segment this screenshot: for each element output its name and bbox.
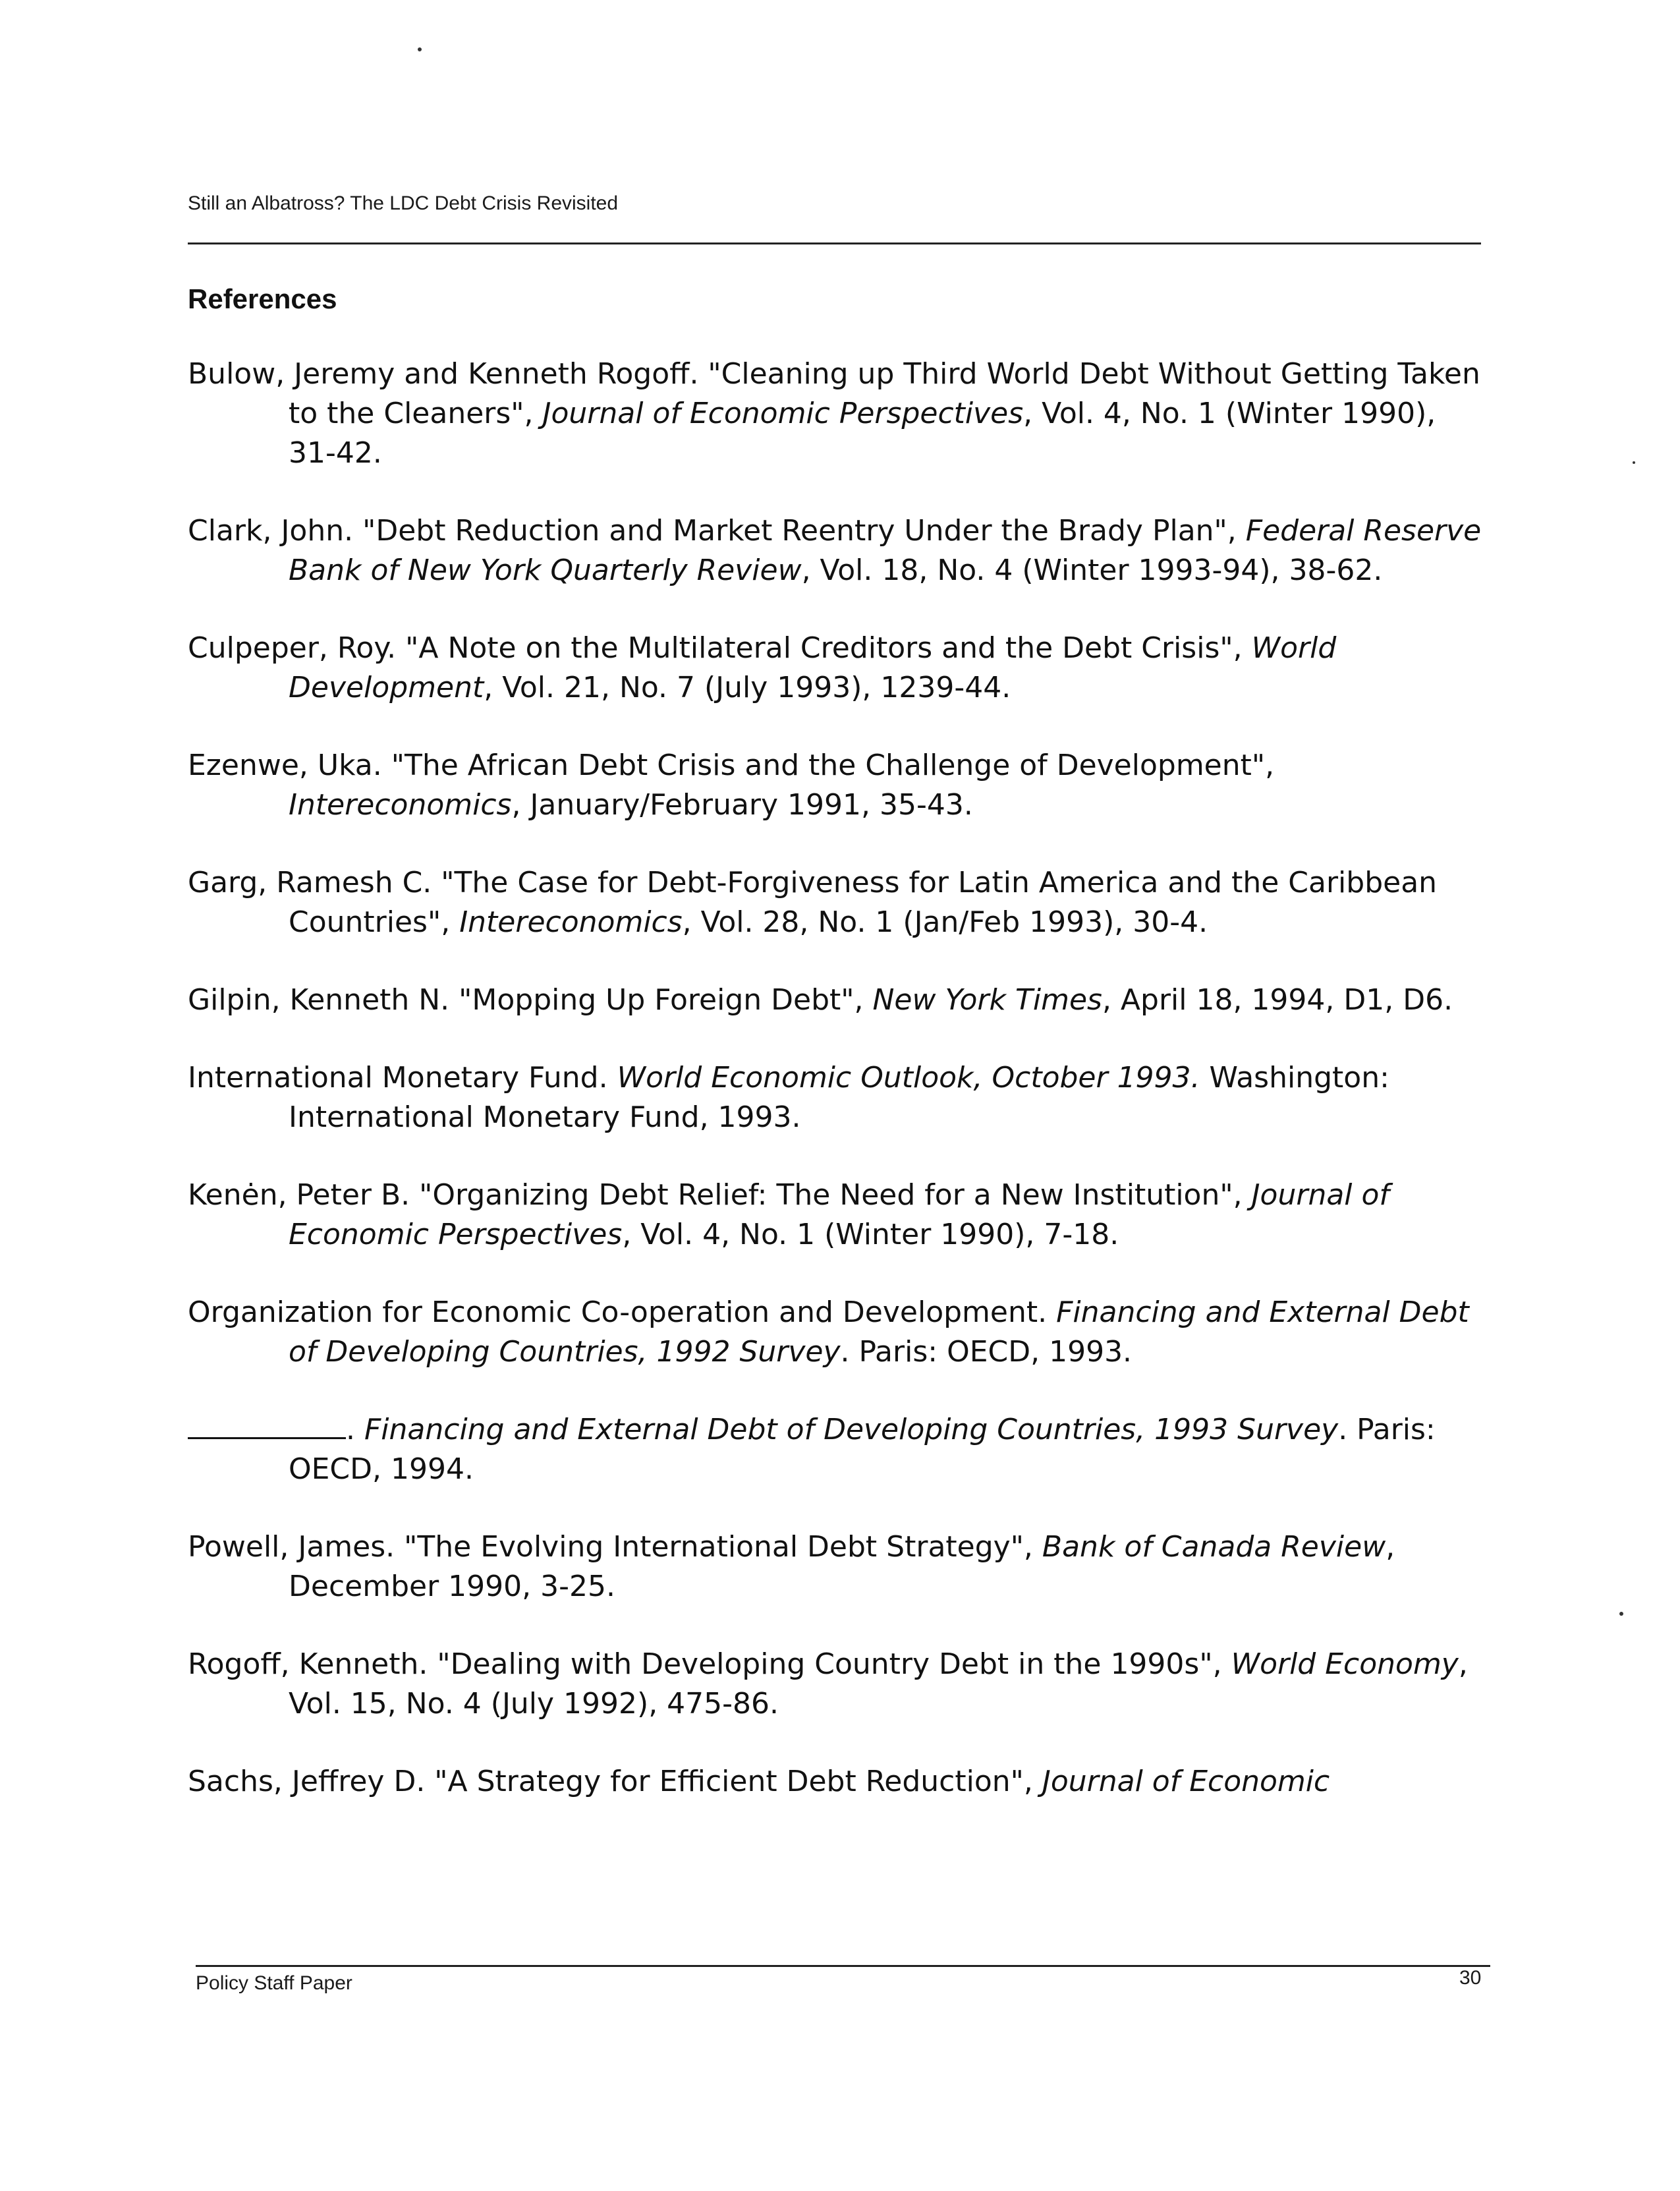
- reference-entry: [188, 746, 1489, 825]
- reference-source: New York Times: [872, 983, 1102, 1017]
- reference-lead: Organization for Economic Co-operation and Development.: [188, 1295, 1057, 1329]
- reference-tail: , Vol. 4, No. 1 (Winter 1990), 7-18.: [622, 1218, 1119, 1251]
- reference-list: [188, 355, 1489, 1840]
- reference-lead: Ezenwe, Uka. "The African Debt Crisis and the Challenge of Development",: [188, 749, 1275, 782]
- reference-source: World Economic Outlook, October 1993.: [617, 1061, 1200, 1095]
- scan-speck: [418, 47, 422, 51]
- running-header: Still an Albatross? The LDC Debt Crisis Revisited: [188, 192, 619, 214]
- reference-entry: [188, 629, 1489, 708]
- section-title: References: [188, 283, 337, 314]
- reference-source: Journal of Economic: [1042, 1765, 1330, 1798]
- reference-tail: , January/February 1991, 35-43.: [511, 788, 973, 822]
- reference-entry: [188, 1410, 1489, 1489]
- reference-lead: Kenėn, Peter B. "Organizing Debt Relief: The Need for a New Institution",: [188, 1178, 1252, 1212]
- reference-entry: [188, 1762, 1489, 1802]
- header-rule: [188, 242, 1481, 244]
- reference-tail: , Vol. 21, No. 7 (July 1993), 1239-44.: [484, 671, 1011, 704]
- reference-tail: . Paris: OECD, 1994.: [289, 1413, 1436, 1486]
- reference-source: Intereconomics: [289, 788, 512, 822]
- reference-tail: , April 18, 1994, D1, D6.: [1102, 983, 1453, 1017]
- scan-speck: [1633, 461, 1635, 464]
- reference-tail: , Vol. 18, No. 4 (Winter 1993-94), 38-62.: [801, 554, 1383, 587]
- reference-lead: Culpeper, Roy. "A Note on the Multilateral Creditors and the Debt Crisis",: [188, 631, 1252, 665]
- footer-rule: [196, 1965, 1490, 1967]
- reference-entry: [188, 1293, 1489, 1372]
- reference-source: Journal of Economic Perspectives: [542, 397, 1024, 430]
- scan-speck: [1619, 1612, 1623, 1616]
- reference-lead: Gilpin, Kenneth N. "Mopping Up Foreign Debt",: [188, 983, 873, 1017]
- reference-entry: [188, 981, 1489, 1020]
- reference-source: World Development: [289, 631, 1337, 704]
- reference-entry: [188, 863, 1489, 942]
- reference-entry: [188, 1058, 1489, 1137]
- reference-tail: Washington: International Monetary Fund, 1993.: [289, 1061, 1389, 1134]
- reference-entry: [188, 511, 1489, 590]
- reference-entry: [188, 1176, 1489, 1255]
- reference-entry: [188, 355, 1489, 473]
- ditto-mark: .: [346, 1413, 364, 1446]
- reference-source: Financing and External Debt of Developing Countries, 1992 Survey: [289, 1295, 1469, 1369]
- reference-tail: , December 1990, 3-25.: [289, 1530, 1395, 1603]
- reference-lead: Garg, Ramesh C. "The Case for Debt-Forgiveness for Latin America and the Caribbean Countries",: [188, 866, 1438, 939]
- footer-label: Policy Staff Paper: [196, 1972, 352, 1994]
- reference-lead: Rogoff, Kenneth. "Dealing with Developing Country Debt in the 1990s",: [188, 1647, 1231, 1681]
- reference-lead: Powell, James. "The Evolving International Debt Strategy",: [188, 1530, 1042, 1564]
- ditto-rule: [188, 1411, 346, 1439]
- reference-tail: , Vol. 28, No. 1 (Jan/Feb 1993), 30-4.: [682, 905, 1208, 939]
- reference-source: Intereconomics: [459, 905, 683, 939]
- reference-source: Bank of Canada Review: [1042, 1530, 1386, 1564]
- reference-entry: [188, 1527, 1489, 1607]
- reference-tail: , Vol. 15, No. 4 (July 1992), 475-86.: [289, 1647, 1468, 1721]
- reference-source: World Economy: [1231, 1647, 1459, 1681]
- reference-entry: [188, 1645, 1489, 1724]
- reference-tail: . Paris: OECD, 1993.: [840, 1335, 1133, 1369]
- reference-source: Federal Reserve Bank of New York Quarterly Review: [289, 514, 1482, 587]
- reference-source: Journal of Economic Perspectives: [289, 1178, 1389, 1251]
- reference-lead: Clark, John. "Debt Reduction and Market Reentry Under the Brady Plan",: [188, 514, 1246, 548]
- reference-tail: , Vol. 4, No. 1 (Winter 1990), 31-42.: [289, 397, 1436, 470]
- reference-lead: International Monetary Fund.: [188, 1061, 617, 1095]
- reference-source: Financing and External Debt of Developing Countries, 1993 Survey: [364, 1413, 1339, 1446]
- reference-lead: Sachs, Jeffrey D. "A Strategy for Efficient Debt Reduction",: [188, 1765, 1042, 1798]
- page-number: 30: [1459, 1967, 1482, 1989]
- reference-lead: Bulow, Jeremy and Kenneth Rogoff. "Cleaning up Third World Debt Without Getting Taken to the Cleaners",: [188, 357, 1480, 430]
